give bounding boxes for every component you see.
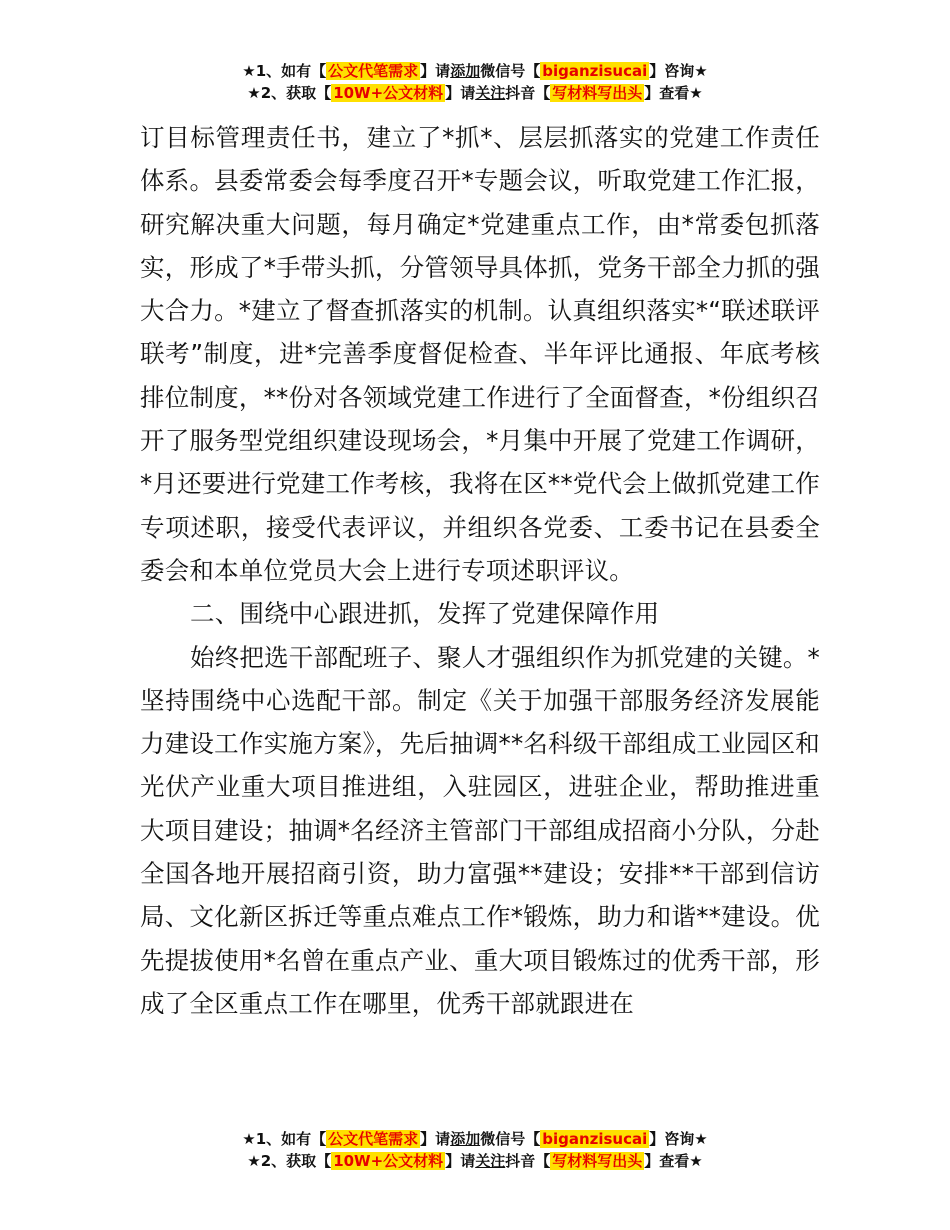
header-banner (0, 60, 950, 104)
banner-text: 微信号【 (480, 62, 541, 80)
banner-highlight: 公文代笔需求 (328, 1130, 419, 1148)
banner-underlined: 关注 (475, 84, 506, 102)
banner-text: ★1、如有【 (242, 62, 327, 80)
banner-highlight: 10W+公文材料 (333, 84, 444, 102)
paragraph-continued: 订目标管理责任书，建立了*抓*、层层抓落实的党建工作责任体系。县委常委会每季度召开*专题会议，听取党建工作汇报，研究解决重大问题，每月确定*党建重点工作，由*常委包抓落实，形成了*手带头抓，分管领导具体抓，党务干部全力抓的强大合力。*建立了督查抓落实的机制。认真组织落实*“联述联评联考”制度，进*完善季度督促检查、半年评比通报、年底考核排位制度，**份对各领域党建工作进行了全面督查，*份组织召开了服务型党组织建设现场会，*月集中开展了党建工作调研，*月还要进行党建工作考核，我将在区**党代会上做抓党建工作专项述职，接受代表评议，并组织各党委、工委书记在县委全委会和本单位党员大会上进行专项述职评议。 (140, 123, 820, 585)
banner-text: 】请 (420, 62, 451, 80)
banner-text: 】请 (420, 1130, 451, 1148)
banner-text: 】查看★ (644, 84, 703, 102)
paragraph: 始终把选干部配班子、聚人才强组织作为抓党建的关键。*坚持围绕中心选配干部。制定《关于加强干部服务经济发展能力建设工作实施方案》，先后抽调**名科级干部组成工业园区和光伏产业重大项目推进组，入驻园区，进驻企业，帮助推进重大项目建设；抽调*名经济主管部门干部组成招商小分队，分赴全国各地开展招商引资，助力富强**建设；安排**干部到信访局、文化新区拆迁等重点难点工作*锻炼，助力和谐**建设。优先提拔使用*名曾在重点产业、重大项目锻炼过的优秀干部，形成了全区重点工作在哪里，优秀干部就跟进在 (140, 642, 820, 1018)
footer-banner (0, 1128, 950, 1172)
banner-text: 抖音【 (505, 1152, 551, 1170)
banner-underlined: 关注 (475, 1152, 506, 1170)
banner-line-2 (0, 1150, 950, 1172)
banner-highlight: biganzisucai (542, 1130, 648, 1148)
banner-line-1 (0, 1128, 950, 1150)
banner-text: 抖音【 (505, 84, 551, 102)
banner-underlined: 添加 (450, 1130, 481, 1148)
banner-highlight: 公文代笔需求 (328, 62, 419, 80)
banner-highlight: 写材料写出头 (552, 84, 643, 102)
banner-line-1 (0, 60, 950, 82)
section-heading: 二、围绕中心跟进抓，发挥了党建保障作用 (190, 599, 660, 629)
banner-text: 微信号【 (480, 1130, 541, 1148)
banner-highlight: 10W+公文材料 (333, 1152, 444, 1170)
banner-highlight: biganzisucai (542, 62, 648, 80)
document-body (140, 116, 820, 1025)
banner-text: 】咨询★ (649, 1130, 708, 1148)
banner-text: 】查看★ (644, 1152, 703, 1170)
banner-line-2 (0, 82, 950, 104)
banner-text: 】咨询★ (649, 62, 708, 80)
banner-underlined: 添加 (450, 62, 481, 80)
banner-text: ★2、获取【 (247, 1152, 332, 1170)
banner-text: ★1、如有【 (242, 1130, 327, 1148)
banner-text: ★2、获取【 (247, 84, 332, 102)
banner-highlight: 写材料写出头 (552, 1152, 643, 1170)
banner-text: 】请 (445, 84, 476, 102)
banner-text: 】请 (445, 1152, 476, 1170)
